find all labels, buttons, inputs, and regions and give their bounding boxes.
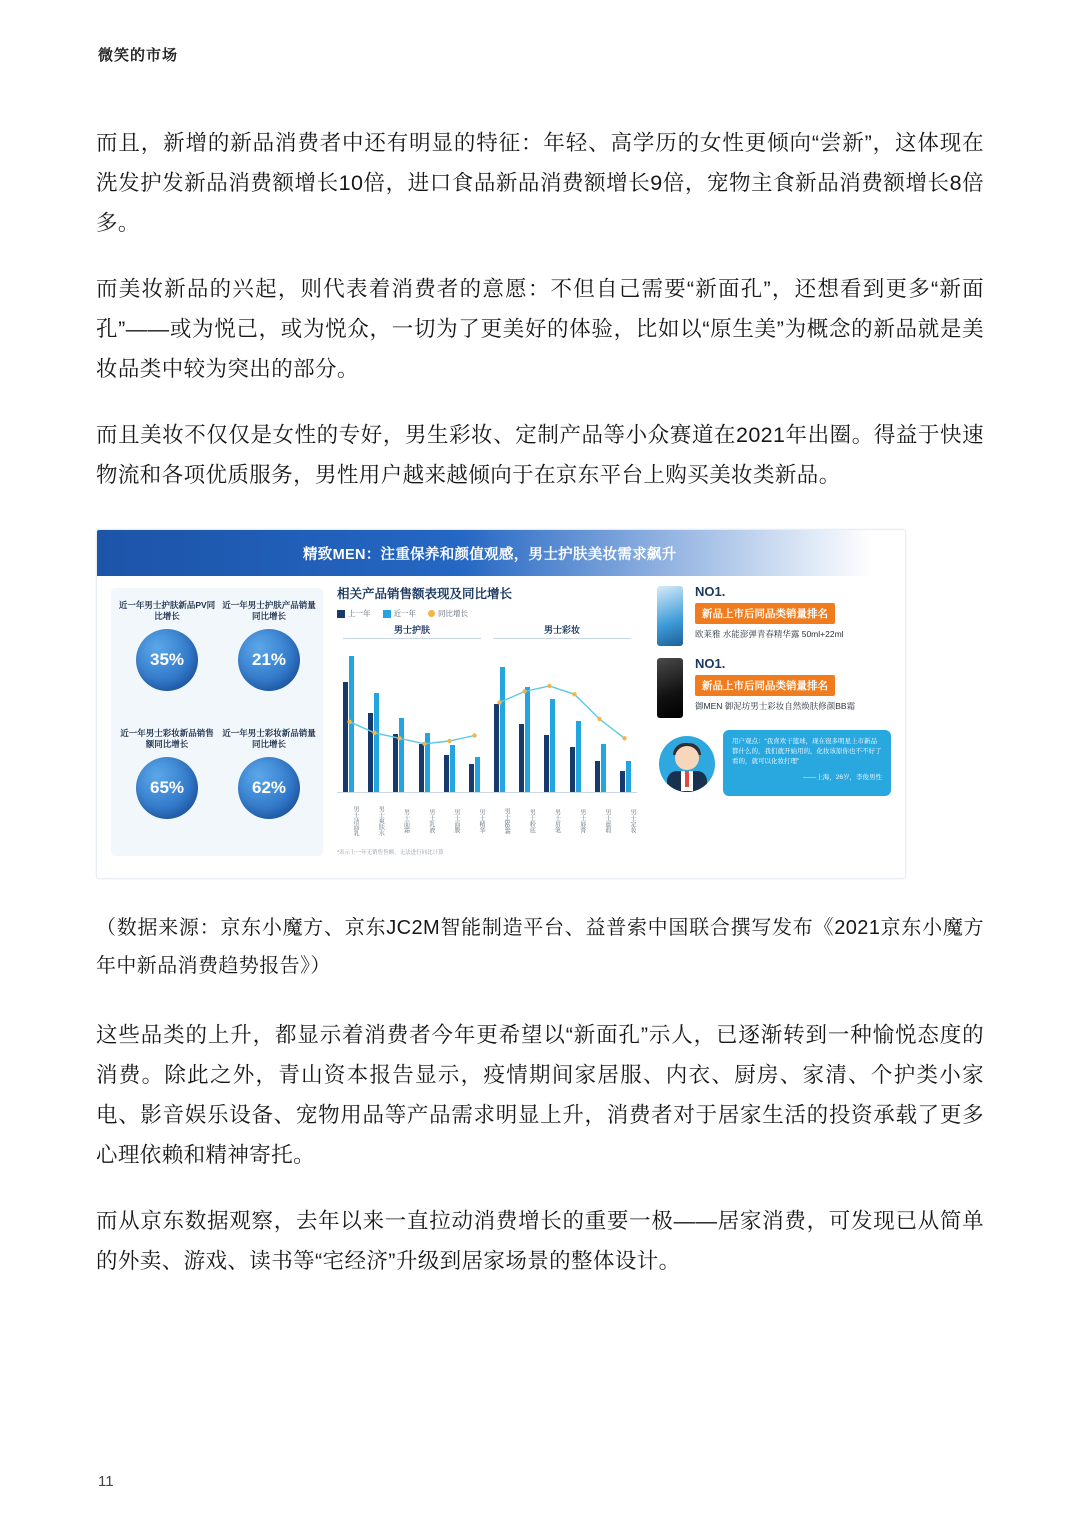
paragraph-2: 而美妆新品的兴起，则代表着消费者的意愿：不但自己需要“新面孔”，还想看到更多“新面孔”——或为悦己，或为悦众，一切为了更美好的体验，比如以“原生美”为概念的新品就是美妆品类中较为突出的部分。	[96, 277, 984, 381]
ranking-product-name: 御MEN 御泥坊男士彩妆自然焕肤修颜BB霜	[695, 701, 856, 711]
avatar	[659, 736, 715, 792]
kpi-item	[117, 728, 217, 819]
ranking-badge: 新品上市后同品类销量排名	[695, 603, 835, 624]
figure-banner-title: 精致MEN：注重保养和颜值观感，男士护肤美妆需求飙升	[303, 547, 677, 563]
chart-x-label: 男士定妆	[629, 809, 636, 833]
chart-x-label: 男士洁面乳	[352, 806, 359, 836]
ranking-badge: 新品上市后同品类销量排名	[695, 675, 835, 696]
chart-x-label: 男士遮瑕	[603, 809, 610, 833]
kpi-value: 35%	[136, 629, 198, 691]
chart-x-label: 男士乳液	[427, 809, 434, 833]
paragraph-5: 而从京东数据观察，去年以来一直拉动消费增长的重要一极——居家消费，可发现已从简单的外卖、游戏、读书等“宅经济”升级到居家场景的整体设计。	[96, 1209, 984, 1273]
chart-legend	[337, 608, 637, 619]
legend-item-prev	[337, 608, 371, 619]
kpi-panel	[111, 588, 323, 856]
quote-text: 用户观点：“我喜欢干篮球，现在很多明星上市新品都什么的，我们就开始用的，化妆该原你也不不好了看的，就可以化妆打理”	[732, 738, 882, 765]
ranking-no: NO1.	[695, 584, 726, 599]
kpi-value: 62%	[238, 757, 300, 819]
ranking-product-name: 欧莱雅 水能澎弹青春精华露 50ml+22ml	[695, 629, 844, 639]
ranking-no: NO1.	[695, 656, 726, 671]
ranking-panel	[653, 584, 895, 870]
chart-x-label: 男士精华	[478, 809, 485, 833]
kpi-item	[219, 600, 319, 691]
avatar-face-icon	[675, 746, 699, 770]
ranking-item	[653, 584, 895, 648]
quote-attribution: ——上海，26岁，李俊男性	[803, 774, 882, 781]
growth-line-overlay	[337, 644, 637, 792]
chart-x-label: 男士面膜	[452, 809, 459, 833]
chart-x-label: 男士粉底	[528, 809, 535, 833]
chart-x-label: 男士爽肤水	[377, 806, 384, 836]
legend-swatch-icon	[337, 610, 345, 618]
chart-x-label: 男士BB霜	[503, 807, 510, 834]
sales-chart	[337, 584, 637, 870]
legend-label: 上一年	[348, 609, 371, 618]
legend-label: 近一年	[393, 609, 416, 618]
product-image-icon	[657, 586, 683, 646]
paragraph-3: 而且美妆不仅仅是女性的专好，男生彩妆、定制产品等小众赛道在2021年出圈。得益于快速物流和各项优质服务，男性用户越来越倾向于在京东平台上购买美妆类新品。	[96, 423, 984, 487]
quote-bubble	[723, 730, 891, 796]
legend-marker-icon	[428, 610, 435, 617]
chart-group-labels	[337, 623, 637, 636]
user-quote	[653, 728, 895, 814]
avatar-tie-icon	[685, 771, 689, 787]
product-image-icon	[657, 658, 683, 718]
kpi-caption: 近一年男士护肤新品PV同比增长	[118, 600, 216, 621]
chart-x-label: 男士眉笔	[553, 809, 560, 833]
legend-item-current	[383, 608, 417, 619]
kpi-caption: 近一年男士彩妆新品销售额同比增长	[120, 728, 214, 749]
kpi-caption: 近一年男士护肤产品销量同比增长	[222, 600, 316, 621]
kpi-item	[219, 728, 319, 819]
figure-source-note: （数据来源：京东小魔方、京东JC2M智能制造平台、益普索中国联合撰写发布《2021京东小魔方年中新品消费趋势报告》）	[96, 917, 984, 977]
chart-x-label: 男士面霜	[402, 809, 409, 833]
legend-item-growth	[428, 608, 468, 619]
chart-group-label: 男士彩妆	[487, 623, 637, 636]
legend-swatch-icon	[383, 610, 391, 618]
chart-group-label: 男士护肤	[337, 623, 487, 636]
chart-x-label: 男士唇膏	[578, 809, 585, 833]
kpi-value: 21%	[238, 629, 300, 691]
page-header: 微笑的市场	[98, 47, 179, 64]
chart-title: 相关产品销售额表现及同比增长	[337, 587, 513, 601]
kpi-value: 65%	[136, 757, 198, 819]
chart-footnote: *表示上一年无销售售额，无法进行同比计算	[337, 850, 444, 856]
chart-plot-area	[337, 644, 637, 793]
kpi-caption: 近一年男士彩妆新品销量同比增长	[222, 728, 316, 749]
figure-mens-beauty	[96, 529, 906, 879]
kpi-item	[117, 600, 217, 691]
paragraph-1: 而且，新增的新品消费者中还有明显的特征：年轻、高学历的女性更倾向“尝新”，这体现在洗发护发新品消费额增长10倍，进口食品新品消费额增长9倍，宠物主食新品消费额增长8倍多。	[96, 131, 984, 235]
page-number: 11	[98, 1473, 114, 1490]
paragraph-4: 这些品类的上升，都显示着消费者今年更希望以“新面孔”示人，已逐渐转到一种愉悦态度的消费。除此之外，青山资本报告显示，疫情期间家居服、内衣、厨房、家清、个护类小家电、影音娱乐设备、宠物用品等产品需求明显上升，消费者对于居家生活的投资承载了更多心理依赖和精神寄托。	[96, 1023, 984, 1167]
figure-body	[97, 576, 905, 878]
legend-label: 同比增长	[438, 609, 468, 618]
ranking-item	[653, 656, 895, 720]
chart-x-labels	[337, 795, 637, 847]
